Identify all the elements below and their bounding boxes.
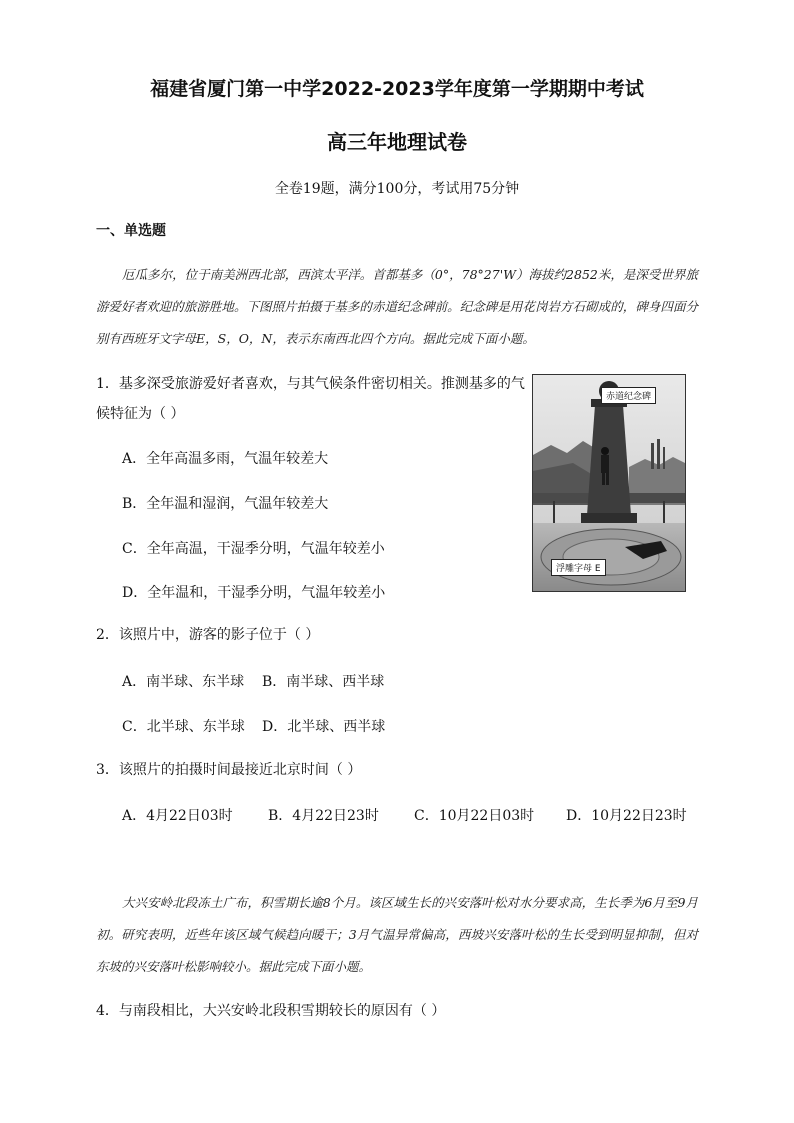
question-2-option-a[interactable]: A．南半球、东半球	[122, 674, 245, 690]
question-1-stem: 1．基多深受旅游爱好者喜欢，与其气候条件密切相关。推测基多的气候特征为（ ）	[96, 376, 525, 422]
reading-passage-2	[96, 887, 698, 983]
question-1-option-b[interactable]: B．全年温和湿润，气温年较差大	[122, 496, 329, 512]
question-3-option-c[interactable]: C．10月22日03时	[414, 808, 535, 824]
question-2-option-c[interactable]: C．北半球、东半球	[122, 719, 245, 735]
exam-info: 全卷19题，满分100分，考试用75分钟	[274, 181, 520, 197]
photo-label-relief-letter: 浮雕字母 E	[551, 559, 606, 576]
passage-text: 大兴安岭北段冻土广布，积雪期长逾8个月。该区域生长的兴安落叶松对水分要求高，生长季为6月至9月初。研究表明，近些年该区域气候趋向暖干；3月气温异常偏高，西坡兴安落叶松的生长受到明显抑制，但对东坡的兴安落叶松影响较小。据此完成下面小题。	[96, 895, 698, 974]
question-2-stem: 2．该照片中，游客的影子位于（ ）	[96, 627, 320, 643]
question-3-option-a[interactable]: A．4月22日03时	[122, 808, 233, 824]
question-3-option-d[interactable]: D．10月22日23时	[566, 808, 687, 824]
question-4-stem: 4．与南段相比，大兴安岭北段积雪期较长的原因有（ ）	[96, 1003, 446, 1019]
question-1-option-d[interactable]: D．全年温和，干湿季分明，气温年较差小	[122, 585, 386, 601]
question-3-option-b[interactable]: B．4月22日23时	[268, 808, 379, 824]
question-3-stem: 3．该照片的拍摄时间最接近北京时间（ ）	[96, 762, 362, 778]
monument-photo	[532, 374, 686, 592]
passage-text: 厄瓜多尔，位于南美洲西北部，西滨太平洋。首都基多（0°，78°27'W）海拔约2852米，是深受世界旅游爱好者欢迎的旅游胜地。下图照片拍摄于基多的赤道纪念碑前。纪念碑是用花岗岩方石砌成的，碑身四面分别有西班牙文字母E，S，O，N，表示东南西北四个方向。据此完成下面小题。	[96, 267, 698, 346]
exam-title: 福建省厦门第一中学2022-2023学年度第一学期期中考试	[150, 78, 644, 100]
subject-title: 高三年地理试卷	[327, 130, 467, 154]
question-2-option-d[interactable]: D．北半球、西半球	[262, 719, 386, 735]
section-heading: 一、单选题	[96, 223, 166, 239]
question-1-option-c[interactable]: C．全年高温，干湿季分明，气温年较差小	[122, 541, 385, 557]
photo-label-monument: 赤道纪念碑	[601, 387, 656, 404]
question-1-option-a[interactable]: A．全年高温多雨，气温年较差大	[122, 451, 329, 467]
question-2-option-b[interactable]: B．南半球、西半球	[262, 674, 385, 690]
reading-passage-1	[96, 259, 698, 355]
